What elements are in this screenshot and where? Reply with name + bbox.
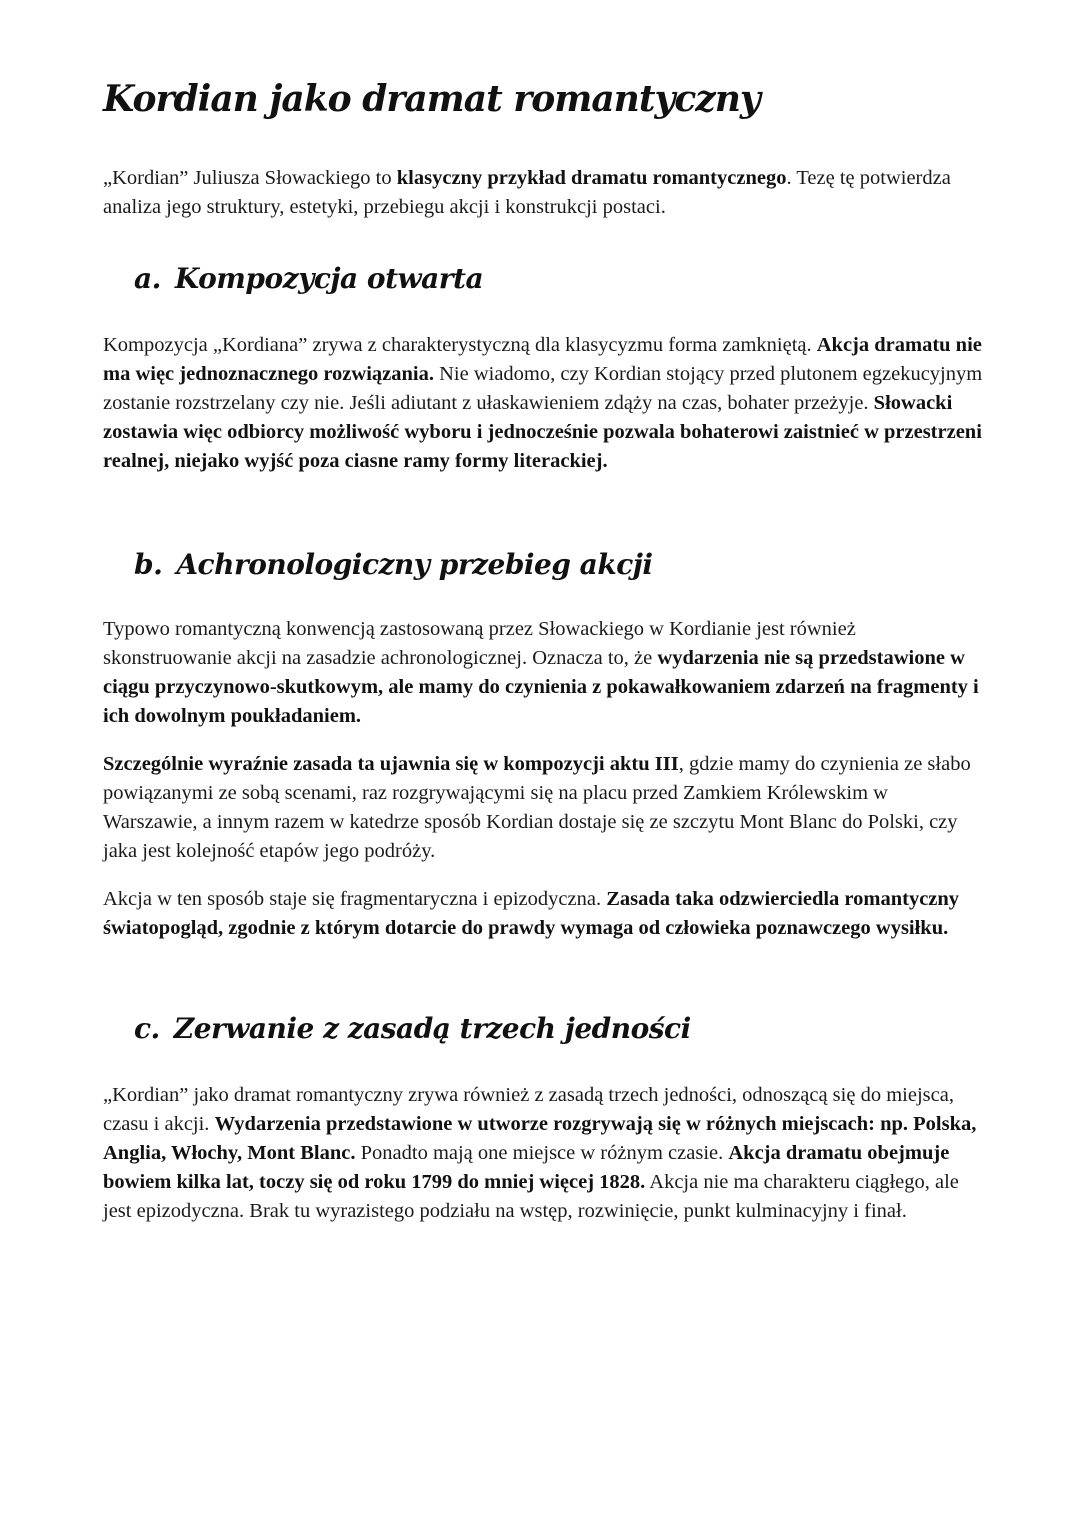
section-b-paragraph-3 (103, 885, 983, 943)
section-a-paragraph (103, 331, 983, 476)
section-b-p1-text-1: Typowo romantyczną konwencją zastosowaną przez Słowackiego w Kordianie jest również skonstruowanie akcji na zasadzie achronologicznej. Oznacza to, że (103, 618, 856, 669)
section-b-paragraph-2 (103, 750, 983, 866)
intro-text-1: „Kordian” Juliusza Słowackiego to (103, 167, 397, 189)
section-c-paragraph (103, 1081, 983, 1226)
section-b-marker: b. (134, 548, 163, 581)
section-a-text-2: Nie wiadomo, czy Kordian stojący przed plutonem egzekucyjnym zostanie rozstrzelany czy nie. Jeśli adiutant z ułaskawieniem zdąży na czas, bohater przeżyje. (103, 363, 983, 414)
intro-paragraph (103, 164, 983, 222)
section-c-bold-1: Wydarzenia przedstawione w utworze rozgrywają się w różnych miejscach: np. Polska, Anglia, Włochy, Mont Blanc. (103, 1113, 977, 1164)
section-b-p3-bold-1: Zasada taka odzwierciedla romantyczny światopogląd, zgodnie z którym dotarcie do prawdy wymaga od człowieka poznawczego wysiłku. (103, 888, 960, 939)
section-c-text-1: „Kordian” jako dramat romantyczny zrywa również z zasadą trzech jedności, odnoszącą się do miejsca, czasu i akcji. (103, 1084, 954, 1135)
section-b-paragraph-1 (103, 615, 983, 731)
section-c-text-3: Akcja nie ma charakteru ciągłego, ale jest epizodyczna. Brak tu wyrazistego podziału na wstęp, rozwinięcie, punkt kulminacyjny i finał. (103, 1171, 959, 1222)
page-title: Kordian jako dramat romantyczny (103, 78, 760, 120)
section-a-title: Kompozycja otwarta (174, 262, 484, 295)
section-c-text-2: Ponadto mają one miejsce w różnym czasie. (355, 1142, 729, 1164)
section-b-heading (134, 548, 653, 581)
section-a-marker: a. (134, 262, 161, 295)
section-c-heading (134, 1012, 691, 1045)
section-b-p3-text-1: Akcja w ten sposób staje się fragmentaryczna i epizodyczna. (103, 888, 607, 910)
section-b-p2-bold-1: Szczególnie wyraźnie zasada ta ujawnia się w kompozycji aktu III (103, 753, 679, 775)
section-c-bold-2: Akcja dramatu obejmuje bowiem kilka lat, toczy się od roku 1799 do mniej więcej 1828. (103, 1142, 950, 1193)
intro-bold-1: klasyczny przykład dramatu romantycznego (396, 167, 787, 189)
section-c-marker: c. (134, 1012, 160, 1045)
intro-text-2: . Tezę tę potwierdza analiza jego struktury, estetyki, przebiegu akcji i konstrukcji postaci. (103, 167, 951, 218)
section-b-p2-text-1: , gdzie mamy do czynienia ze słabo powiązanymi ze sobą scenami, raz rozgrywającymi się na placu przed Zamkiem Królewskim w Warszawie, a innym razem w katedrze sposób Kordian dostaje się ze szczytu Mont Blanc do Polski, czy jaka jest kolejność etapów jego podróży. (103, 753, 971, 862)
section-a-text-1: Kompozycja „Kordiana” zrywa z charakterystyczną dla klasycyzmu forma zamkniętą. (103, 334, 817, 356)
section-c-title: Zerwanie z zasadą trzech jedności (173, 1012, 691, 1045)
section-a-bold-1: Akcja dramatu nie ma więc jednoznacznego rozwiązania. (103, 334, 982, 385)
section-b-title: Achronologiczny przebieg akcji (176, 548, 653, 581)
section-a-heading (134, 262, 483, 295)
section-b-p1-bold-1: wydarzenia nie są przedstawione w ciągu przyczynowo-skutkowym, ale mamy do czynienia z pokawałkowaniem zdarzeń na fragmenty i ich dowolnym poukładaniem. (103, 647, 979, 727)
section-a-bold-2: Słowacki zostawia więc odbiorcy możliwość wyboru i jednocześnie pozwala bohaterowi zaistnieć w przestrzeni realnej, niejako wyjść poza ciasne ramy formy literackiej. (103, 392, 982, 472)
